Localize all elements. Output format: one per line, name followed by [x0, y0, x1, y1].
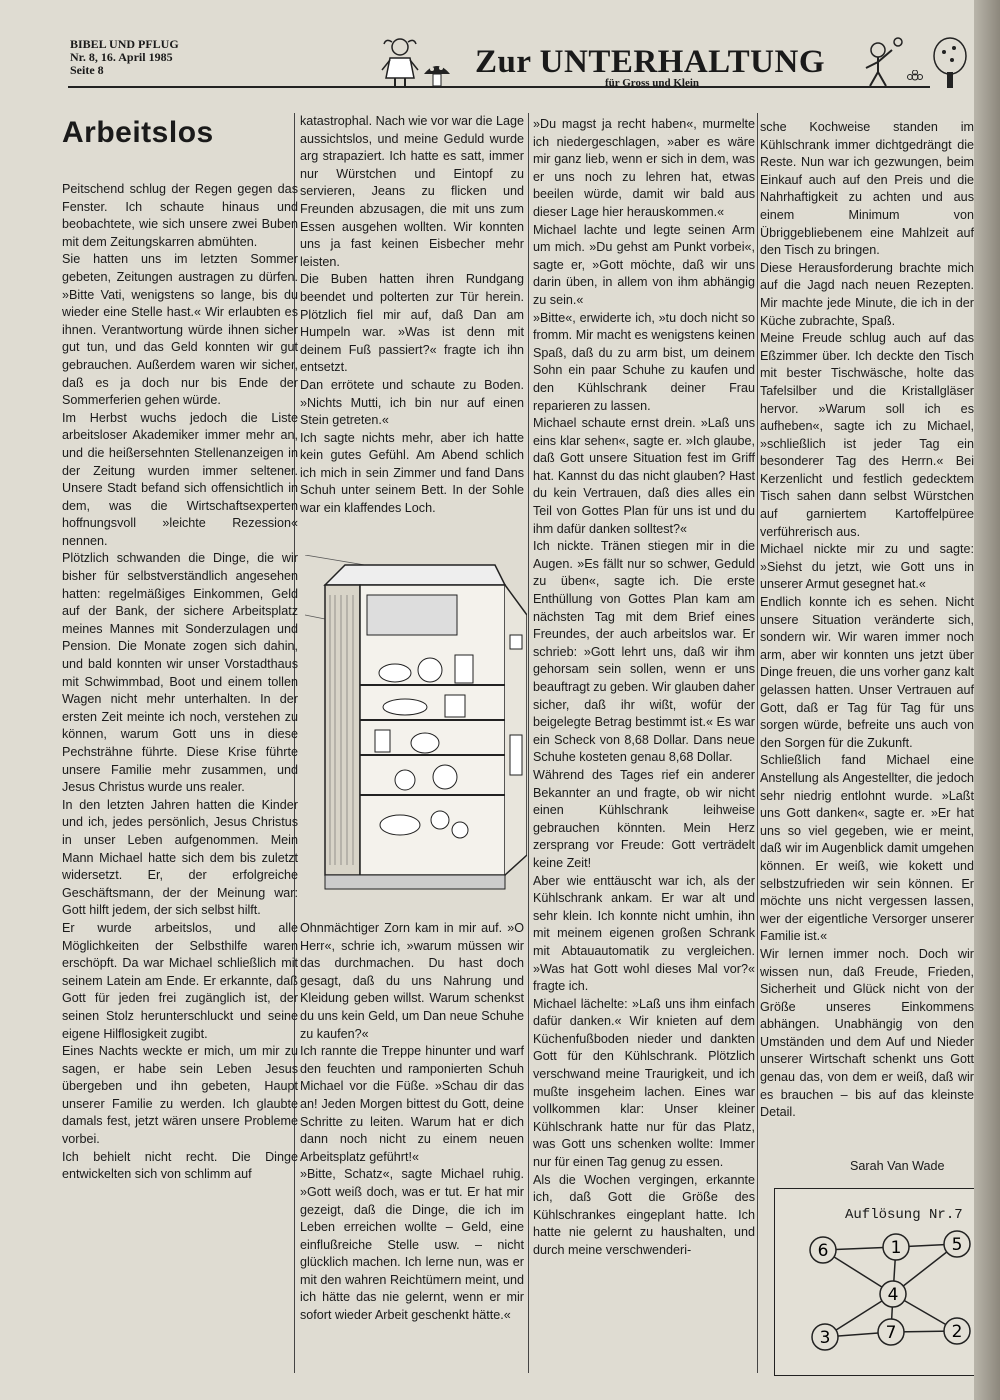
- paragraph: Meine Freude schlug auch auf das Eßzimmer über. Ich deckte den Tisch mit bester Tischwäsche, holte das Tafelsilber und die Kristallgläser hervor. »Warum soll ich es aufheben«, sagte ich zu Michael, »schließlich ist jeder Tag ein besonderer Tag des Herrn.« Bei Kerzenlicht und festlich gedecktem Tisch sahen dann selbst Würstchen auf garniertem Kartoffelpüree verführerisch aus.: [760, 331, 974, 539]
- paragraph: Ich rannte die Treppe hinunter und warf den feuchten und ramponierten Schuh Michael vor die Füße. »Schau dir das an! Jeden Morgen bittest du Gott, deine Schritte zu leiten. Warum hat er dich dann noch nicht zu einem neuen Arbeitsplatz geführt!«: [300, 1044, 524, 1164]
- article-column-3: [533, 116, 755, 1260]
- paragraph: Während des Tages rief ein anderer Bekannter an und fragte, ob wir nicht einen Kühlschrank leihweise gebrauchen könnten. Mein Herz zersprang vor Freude: Gott verträdelt keine Zeit!: [533, 767, 755, 870]
- paragraph: »Bitte«, erwiderte ich, »tu doch nicht so fromm. Mir macht es wenigstens keinen Spaß, daß du zu arm bist, um deinem Sohn ein paar Schuhe zu kaufen und den Kühlschrank deiner Frau reparieren zu lassen.: [533, 310, 755, 413]
- section-subtitle: für Gross und Klein: [605, 77, 700, 89]
- page-spine-shadow: [974, 0, 1000, 1400]
- column-divider: [757, 113, 758, 1373]
- paragraph: Ich nickte. Tränen stiegen mir in die Augen. »Es fällt nur so schwer, Geduld zu üben«, sagte ich. Die erste Enthüllung von Gottes Plan kam am nächsten Tag mit dem Brief eines Freundes, der auch arbeitslos war. Er schrieb: »Gott lehrt uns, daß wir ihm gehorsam sein sollen, wenn er uns beauftragt zu geben. Wir glauben daher sicher, daß ihr wißt, wofür der beigelegte Betrag bestimmt ist.« Es war ein Scheck von 8,68 Dollar. Dans neue Schuhe kosteten genau 8,68 Dollar.: [533, 539, 755, 765]
- article-column-2-bottom: [300, 920, 524, 1325]
- paragraph: Er wurde arbeitslos, und alle Möglichkeiten der Selbsthilfe waren erschöpft. Da war Michael schließlich mit seinem Latein am Ende. Er erkannte, daß Gott für jeden frei zugänglich ist, der seinen Stolz herunterschluckt und seine eigene Hilflosigkeit zugibt.: [62, 920, 298, 1041]
- solution-node-label: 5: [951, 1235, 963, 1255]
- column-divider: [528, 113, 529, 1373]
- paragraph: Peitschend schlug der Regen gegen das Fenster. Ich schaute hinaus und beobachtete, wie sich unsere zwei Buben mit dem Zeitungskarren abmühten.: [62, 182, 298, 249]
- paragraph: Michael nickte mir zu und sagte: »Siehst du jetzt, wie Gott uns in unserer Armut gesegnet hat.«: [760, 542, 974, 592]
- solution-node-label: 3: [819, 1328, 831, 1348]
- paragraph: Schließlich fand Michael eine Anstellung als Angestellter, die jedoch sehr niedrig entlohnt wurde. »Laßt uns Gott danken«, sagte er. »Er hat uns so viel gegeben, wie er meint, daß wir im Augenblick damit umgehen können. Er weiß, wie kokett und selbstzufrieden wir sein können. Er möchte uns nicht vergessen lassen, wer der eigentliche Versorger unserer Familie ist.«: [760, 753, 974, 944]
- issue-info: Nr. 8, 16. April 1985: [70, 50, 173, 64]
- article-author: Sarah Van Wade: [850, 1159, 945, 1173]
- article-title: Arbeitslos: [62, 116, 214, 149]
- page-number: Seite 8: [70, 63, 104, 77]
- puzzle-solution-box: [774, 1188, 976, 1376]
- flower-illustration: [906, 70, 924, 86]
- article-column-4: [760, 119, 974, 1122]
- paragraph: Diese Herausforderung brachte mich auf die Jagd nach neuen Rezepten. Mir machte jede Minute, die ich in der Küche zubrachte, Spaß.: [760, 260, 974, 328]
- paragraph: Michael schaute ernst drein. »Laß uns eins klar sehen«, sagte er. »Ich glaube, daß Gott unsere Situation fest im Griff hat. Kannst du das nicht glauben? Hast du kein Vertrauen, daß dies alles ein Teil von Gottes Plan für uns ist und du ihm dafür danken solltest?«: [533, 416, 755, 536]
- paragraph: Plötzlich schwanden die Dinge, die wir bisher für selbstverständlich angesehen hatten: regelmäßiges Einkommen, Geld auf der Bank, der sichere Arbeitsplatz meines Mannes mit Sonderzulagen und Pension. Die Monate zogen sich dahin, und bald konnten wir unser Vorstadthaus mit Schwimmbad, Boot und einem tollen Wagen nicht mehr unterhalten. In der ersten Zeit meinte ich noch, verstehen zu können, warum Gott uns in diese Pechsträhne führte. Diese Krise führte unsere Familie mehr zusammen, und Jesus Christus wurde uns realer.: [62, 551, 298, 795]
- solution-node-label: 7: [885, 1323, 897, 1343]
- solution-title: Auflösung Nr.7: [845, 1207, 963, 1223]
- solution-node-label: 6: [817, 1241, 829, 1261]
- paragraph: Endlich konnte ich es sehen. Nicht unsere Situation veränderte sich, sondern wir. Wir waren immer noch arm, aber wir konnten uns jetzt über Dinge freuen, die uns vorher ganz kalt gelassen hatten. Unser Vertrauen auf Gott, daß er Tag für Tag für uns sorgen würde, befreite uns auch von den Sorgen für die Zukunft.: [760, 595, 974, 750]
- solution-diagram: [775, 1189, 975, 1375]
- masthead-info: [70, 38, 270, 77]
- paragraph: Als die Wochen vergingen, erkannte ich, daß Gott die Größe des Kühlschrankes eingeplant hatte. Ich hatte nie gelernt zu haushalten, und durch meine verschwenderi-: [533, 1172, 755, 1257]
- article-column-1: [62, 181, 298, 1184]
- boy-with-ball-illustration: [856, 36, 906, 88]
- paragraph: sche Kochweise standen im Kühlschrank immer dichtgedrängt die Reste. Nun war ich gezwungen, beim Einkauf auch auf den Preis und die Nahrhaftigkeit zu achten und aus einem Minimum von Übriggebliebenem eine Mahlzeit auf den Tisch zu bringen.: [760, 120, 974, 258]
- paragraph: katastrophal. Nach wie vor war die Lage aussichtslos, und meine Geduld wurde arg strapaziert. Ich hatte es satt, immer nur Würstchen und Eintopf zu servieren, Jeans zu flicken und Freunden abzusagen, die mit uns zum Essen ausgehen wollten. Wir konnten uns ja fast keinen Eisbecher mehr leisten.: [300, 114, 525, 269]
- paragraph: »Du magst ja recht haben«, murmelte ich niedergeschlagen, »aber es wäre mir ganz lieb, wenn er sich in dem, was er uns noch zu lehren hat, etwas beeilen würde, damit wir bald aus dieser Lage hier herauskommen.«: [533, 117, 755, 219]
- mushroom-illustration: [422, 60, 452, 88]
- paragraph: Im Herbst wuchs jedoch die Liste arbeitsloser Akademiker immer mehr an, und die heißersehnten Stellenanzeigen in der Zeitung wurden immer seltener. Unsere Stadt befand sich offensichtlich in dem, was die Wirtschaftsexperten hoffnungsvoll »leichte Rezession« nennen.: [62, 410, 298, 548]
- solution-node-label: 2: [951, 1322, 963, 1342]
- paragraph: Ich sagte nichts mehr, aber ich hatte kein gutes Gefühl. Am Abend schlich ich mich in sein Zimmer und fand Dans Schuh unter seinem Bett. In der Sohle war ein klaffendes Loch.: [300, 430, 524, 516]
- paragraph: Die Buben hatten ihren Rundgang beendet und polterten zur Tür herein. Plötzlich fiel mir auf, daß Dan am Humpeln war. »Was ist denn mit deinem Fuß passiert?« fragte ich ihn entsetzt.: [300, 272, 524, 375]
- section-title: Zur UNTERHALTUNG: [475, 44, 826, 80]
- solution-node-label: 1: [890, 1238, 902, 1258]
- paragraph: Michael lachte und legte seinen Arm um mich. »Du gehst am Punkt vorbei«, sagte er, »Gott möchte, daß wir uns darin üben, in allem von ihm abhängig zu sein.«: [533, 222, 755, 307]
- refrigerator-illustration: [305, 555, 527, 900]
- tree-illustration: [930, 36, 970, 90]
- article-column-2-top: [300, 113, 524, 518]
- paragraph: Wir lernen immer noch. Doch wir wissen nun, daß Freude, Frieden, Sicherheit und Glück nicht von der Größe unseres Einkommens abhängen. Unabhängig von den Umständen und dem Auf und Nieder unserer Wirtschaft schenkt uns Gott genau das, von dem er weiß, daß wir es brauchen – bis auf das kleinste Detail.: [760, 946, 974, 1120]
- paragraph: Sie hatten uns im letzten Sommer gebeten, Zeitungen austragen zu dürfen. »Bitte Vati, wenigstens so lange, bis du wieder eine Stelle hast.« Wir erlaubten es ihnen. Verantwortung würde ihnen sicher gut tun, und das Geld konnten wir gut gebrauchen. Außerdem waren wir sicher, daß es ja doch nur bis Ende der Sommerferien gehen würde.: [62, 252, 298, 408]
- paragraph: »Bitte, Schatz«, sagte Michael ruhig. »Gott weiß doch, was er tut. Er hat mir gezeigt, daß die Dinge, die ich im Leben erreichen wollte – Geld, eine einflußreiche Stelle usw. – nicht glücklich machen. Ich lerne nun, was er mit den wahren Reichtümern meint, und ich hätte das nie gelernt, wenn er mir sofort wieder Arbeit geschenkt hätte.«: [300, 1167, 524, 1323]
- paragraph: In den letzten Jahren hatten die Kinder und ich, jedes persönlich, Jesus Christus in unser Leben aufgenommen. Mein Mann Michael hatte sich dem bis zuletzt widersetzt. Er, der erfolgreiche Geschäftsmann, der der Meinung war: Gott hilft jedem, der sich selbst hilft.: [62, 797, 298, 918]
- girl-illustration: [378, 34, 422, 90]
- solution-node-label: 4: [887, 1285, 899, 1305]
- paragraph: Dan errötete und schaute zu Boden. »Nichts Mutti, ich bin nur auf einen Stein getreten.«: [300, 377, 524, 428]
- masthead-rule: [68, 86, 930, 88]
- publication-name: BIBEL UND PFLUG: [70, 37, 179, 51]
- paragraph: Michael lächelte: »Laß uns ihm einfach dafür danken.« Wir knieten auf dem Küchenfußboden nieder und dankten Gott für den Kühlschrank. Plötzlich verschwand meine Traurigkeit, und ich mußte insgeheim lachen. Eines war vollkommen klar: Unser kleiner Kühlschrank hatte nur für das Platz, was Gott uns schenken wollte: Immer nur für einen Tag genug zu essen.: [533, 996, 755, 1170]
- paragraph: Ohnmächtiger Zorn kam in mir auf. »O Herr«, schrie ich, »warum müssen wir das durchmachen. Du hast doch gesagt, daß du uns Nahrung und Kleidung geben willst. Warum schenkst du uns kein Geld, um Dan neue Schuhe zu kaufen?«: [300, 921, 524, 1041]
- paragraph: Eines Nachts weckte er mich, um mir zu sagen, er habe sein Leben Jesus übergeben und ihn gebeten, Haupt unserer Familie zu werden. Ich glaubte damals fest, jetzt wären unsere Probleme vorbei.: [62, 1044, 298, 1147]
- paragraph: Aber wie enttäuscht war ich, als der Kühlschrank ankam. Er war alt und sehr klein. Ich konnte nicht umhin, ihn mit meinem eigenen großen Schrank mit Abtauautomatik zu vergleichen. »Was hat Gott wohl dieses Mal vor?« fragte ich.: [533, 873, 755, 994]
- paragraph: Ich behielt nicht recht. Die Dinge entwickelten sich von schlimm auf: [62, 1149, 298, 1182]
